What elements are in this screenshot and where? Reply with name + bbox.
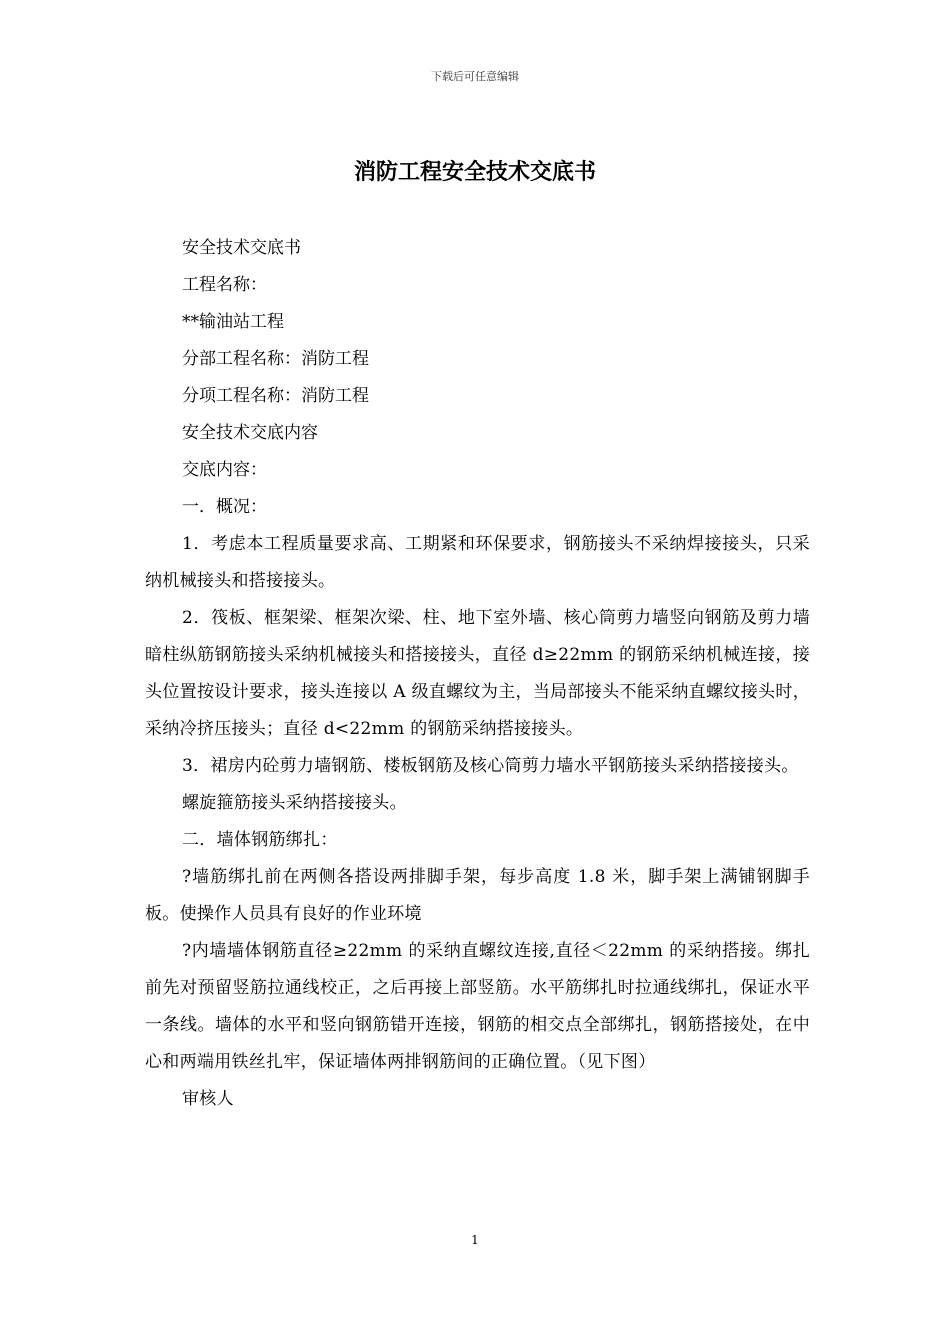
line-heading: 安全技术交底书 bbox=[182, 238, 301, 258]
header-note: 下载后可任意编辑 bbox=[431, 70, 519, 83]
page-number: 1 bbox=[471, 1233, 479, 1247]
line-content-label: 交底内容： bbox=[182, 460, 267, 480]
paragraph-inner-wall: ?内墙墙体钢筋直径≥22mm 的采纳直螺纹连接,直径＜22mm 的采纳搭接。绑扎前先对预留竖筋拉通线校正，之后再接上部竖筋。水平筋绑扎时拉通线绑扎，保证水平一条线。墙体的水平和竖向钢筋错开连接，钢筋的相交点全部绑扎，钢筋搭接处，在中心和两端用铁丝扎牢，保证墙体两排钢筋间的正确位置。（见下图） bbox=[145, 941, 810, 1072]
paragraph-2: 2．筏板、框架梁、框架次梁、柱、地下室外墙、核心筒剪力墙竖向钢筋及剪力墙暗柱纵筋钢筋接头采纳机械接头和搭接接头，直径 d≥22mm 的钢筋采纳机械连接，接头位置按设计要求，接头连接以 A 级直螺纹为主，当局部接头不能采纳直螺纹接头时，采纳冷挤压接头；直径 d<22mm 的钢筋采纳搭接接头。 bbox=[145, 608, 810, 739]
document-body bbox=[145, 230, 810, 1118]
section-wall-rebar: 二．墙体钢筋绑扎： bbox=[182, 830, 338, 850]
line-division-name: 分部工程名称：消防工程 bbox=[182, 349, 369, 369]
reviewer-label: 审核人 bbox=[182, 1089, 234, 1109]
line-section-overview: 一．概况： bbox=[182, 497, 267, 517]
line-project-name: **输油站工程 bbox=[182, 312, 284, 332]
line-content-heading: 安全技术交底内容 bbox=[182, 423, 318, 443]
line-project-name-label: 工程名称： bbox=[182, 275, 267, 295]
paragraph-1: 1．考虑本工程质量要求高、工期紧和环保要求，钢筋接头不采纳焊接接头，只采纳机械接头和搭接接头。 bbox=[145, 534, 810, 591]
paragraph-3: 3．裙房内砼剪力墙钢筋、楼板钢筋及核心筒剪力墙水平钢筋接头采纳搭接接头。 bbox=[182, 756, 799, 776]
line-subitem-name: 分项工程名称：消防工程 bbox=[182, 386, 369, 406]
paragraph-scaffold: ?墙筋绑扎前在两侧各搭设两排脚手架，每步高度 1.8 米，脚手架上满铺钢脚手板。使操作人员具有良好的作业环境 bbox=[145, 867, 810, 924]
paragraph-spiral-stirrup: 螺旋箍筋接头采纳搭接接头。 bbox=[182, 793, 407, 813]
document-title: 消防工程安全技术交底书 bbox=[353, 160, 596, 185]
